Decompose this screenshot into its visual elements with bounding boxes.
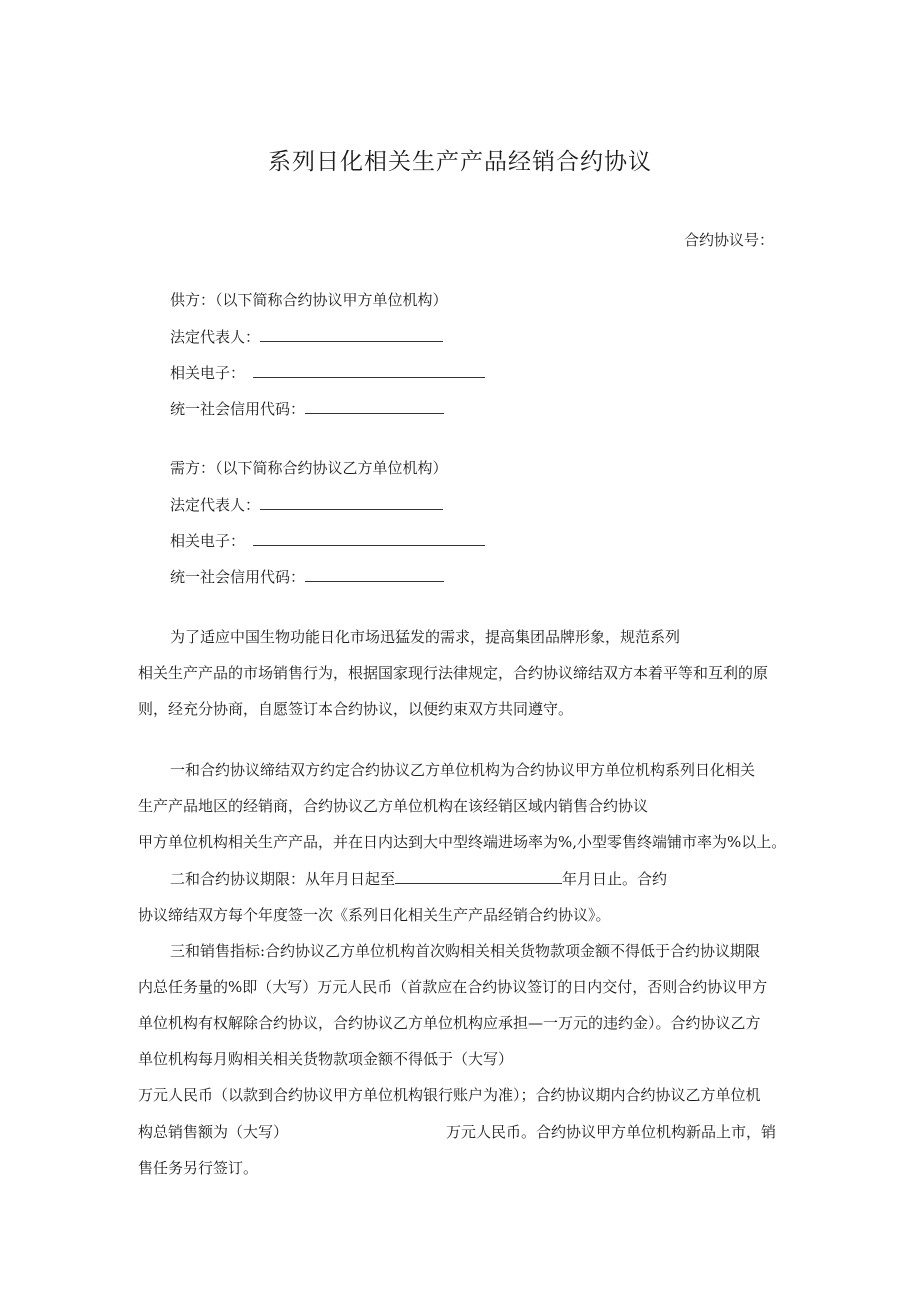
clause2-line-1b: 年月日止。合约 <box>562 870 668 888</box>
document-title: 系列日化相关生产产品经销合约协议 <box>268 149 652 175</box>
contract-number-label: 合约协议号： <box>683 231 774 249</box>
clause2-term-blank <box>395 869 562 884</box>
supplier-credit-code-row <box>170 398 444 420</box>
clause2-line-1a: 二和合约协议期限：从年月日起至 <box>170 870 396 888</box>
buyer-credit-code-row <box>170 566 444 588</box>
intro-line-3: 则，经充分协商，自愿签订本合约协议，以便约束双方共同遵守。 <box>138 700 574 718</box>
supplier-legal-rep-label: 法定代表人： <box>170 328 261 346</box>
supplier-credit-code-label: 统一社会信用代码： <box>170 400 306 418</box>
clause1-line-3: 甲方单位机构相关生产产品，并在日内达到大中型终端进场率为%,小型零售终端铺市率为%以上。 <box>138 833 787 851</box>
supplier-phone-label: 相关电子： <box>170 364 246 382</box>
supplier-legal-rep-blank <box>260 327 443 342</box>
clause3-line-4: 单位机构每月购相关相关货物款项金额不得低于（大写） <box>138 1050 514 1068</box>
clause3-line-7: 售任务另行签订。 <box>138 1159 259 1177</box>
supplier-header: 供方：（以下简称合约协议甲方单位机构） <box>170 291 448 309</box>
clause3-line-6b: 万元人民币。合约协议甲方单位机构新品上市，销 <box>446 1123 777 1141</box>
buyer-phone-blank <box>253 531 485 546</box>
buyer-phone-row <box>170 530 485 552</box>
clause1-line-2: 生产产品地区的经销商，合约协议乙方单位机构在该经销区域内销售合约协议 <box>138 797 649 815</box>
clause3-line-6a: 构总销售额为（大写） <box>138 1123 289 1141</box>
buyer-header: 需方：（以下简称合约协议乙方单位机构） <box>170 459 448 477</box>
clause3-line-1: 三和销售指标:合约协议乙方单位机构首次购相关相关货物款项金额不得低于合约协议期限 <box>170 942 761 960</box>
clause1-line-1: 一和合约协议缔结双方约定合约协议乙方单位机构为合约协议甲方单位机构系列日化相关 <box>170 761 756 779</box>
clause2-line-1 <box>170 868 667 890</box>
clause3-line-3: 单位机构有权解除合约协议，合约协议乙方单位机构应承担—一万元的违约金）。合约协议乙方 <box>138 1014 761 1032</box>
buyer-phone-label: 相关电子： <box>170 532 246 550</box>
supplier-phone-row <box>170 362 485 384</box>
supplier-phone-blank <box>253 363 485 378</box>
buyer-legal-rep-label: 法定代表人： <box>170 496 261 514</box>
supplier-legal-rep-row <box>170 326 443 348</box>
clause3-line-2: 内总任务量的%即（大写）万元人民币（首款应在合约协议签订的日内交付，否则合约协议甲方 <box>138 978 768 996</box>
clause2-line-2: 协议缔结双方每个年度签一次《系列日化相关生产产品经销合约协议》。 <box>138 906 611 924</box>
buyer-legal-rep-blank <box>260 495 443 510</box>
clause3-line-5: 万元人民币（以款到合约协议甲方单位机构银行账户为准）；合约协议期内合约协议乙方单位机 <box>138 1086 761 1104</box>
supplier-credit-code-blank <box>305 399 444 414</box>
buyer-legal-rep-row <box>170 494 443 516</box>
intro-line-1: 为了适应中国生物功能日化市场迅猛发的需求，提高集团品牌形象，规范系列 <box>170 628 681 646</box>
buyer-credit-code-blank <box>305 567 444 582</box>
intro-line-2: 相关生产产品的市场销售行为，根据国家现行法律规定，合约协议缔结双方本着平等和互利的原 <box>138 664 769 682</box>
buyer-credit-code-label: 统一社会信用代码： <box>170 568 306 586</box>
